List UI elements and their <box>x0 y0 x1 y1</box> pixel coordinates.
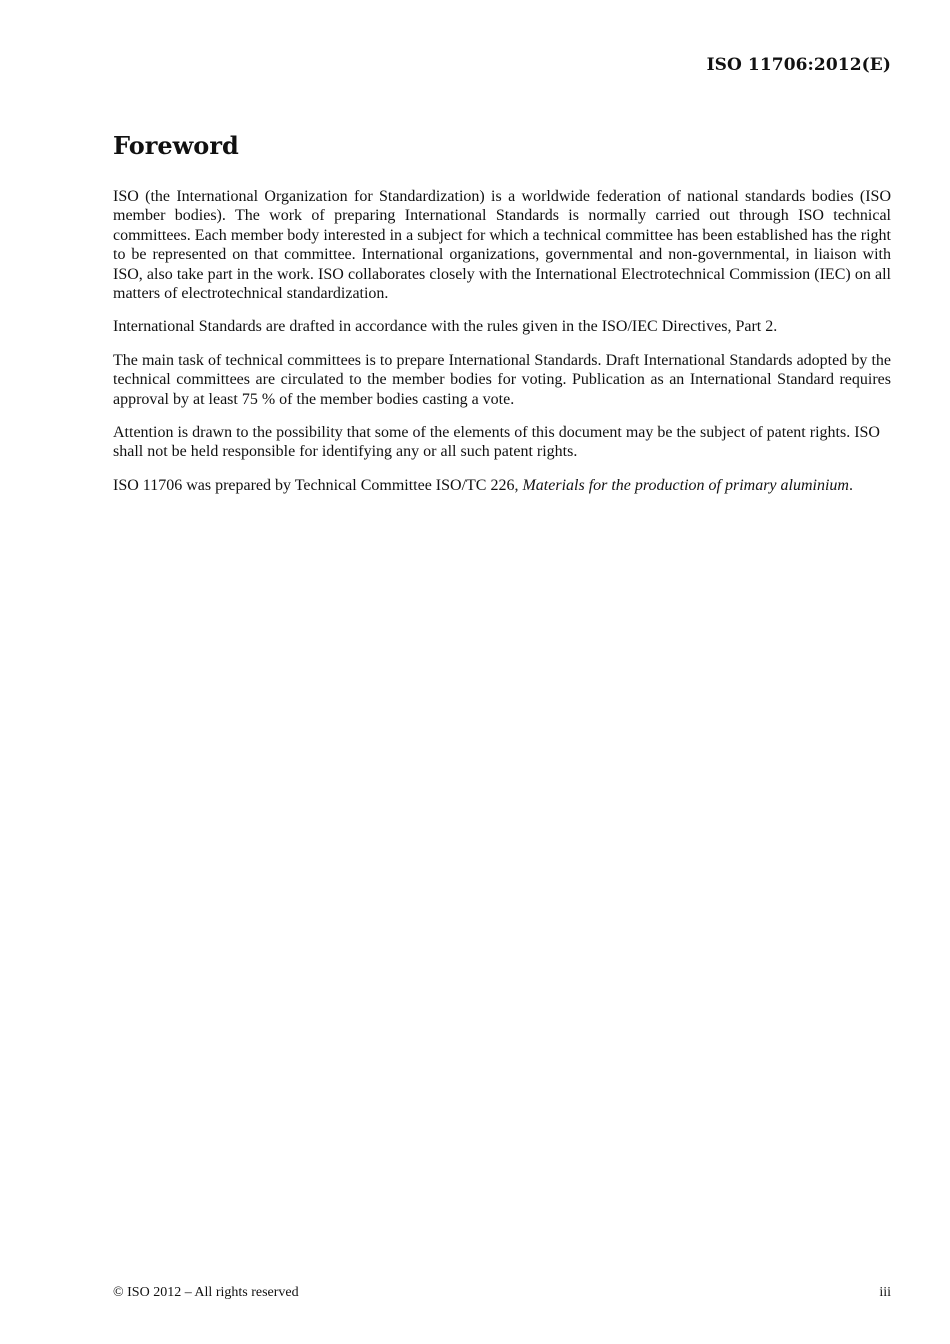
committee-title: Materials for the production of primary aluminium <box>522 476 849 494</box>
prepared-by-suffix: . <box>848 476 853 494</box>
footer-copyright: © ISO 2012 – All rights reserved <box>113 1285 299 1300</box>
paragraph-prepared-by <box>113 476 891 495</box>
document-identifier: ISO 11706:2012(E) <box>706 55 891 75</box>
paragraph-patent-rights: Attention is drawn to the possibility that some of the elements of this document may be the subject of patent rights. ISO shall not be held responsible for identifying any or all such patent rights. <box>113 424 880 461</box>
prepared-by-text: ISO 11706 was prepared by Technical Committee ISO/TC 226, <box>113 476 523 494</box>
footer-page-number: iii <box>879 1285 891 1300</box>
paragraph-directives: International Standards are drafted in accordance with the rules given in the ISO/IEC Directives, Part 2. <box>113 318 778 336</box>
paragraph-technical-committees: The main task of technical committees is to prepare International Standards. Draft International Standards adopted by the technical committees are circulated to the member bodies for voting. Publication as an International Standard requires approval by at least 75 % of the member bodies casting a vote. <box>113 351 891 408</box>
page-title: Foreword <box>113 131 239 160</box>
foreword-body <box>113 187 891 509</box>
paragraph-iso-federation: ISO (the International Organization for Standardization) is a worldwide federation of national standards bodies (ISO member bodies). The work of preparing International Standards is normally carried out through ISO technical committees. Each member body interested in a subject for which a technical committee has been established has the right to be represented on that committee. International organizations, governmental and non-governmental, in liaison with ISO, also take part in the work. ISO collaborates closely with the International Electrotechnical Commission (IEC) on all matters of electrotechnical standardization. <box>113 188 891 303</box>
